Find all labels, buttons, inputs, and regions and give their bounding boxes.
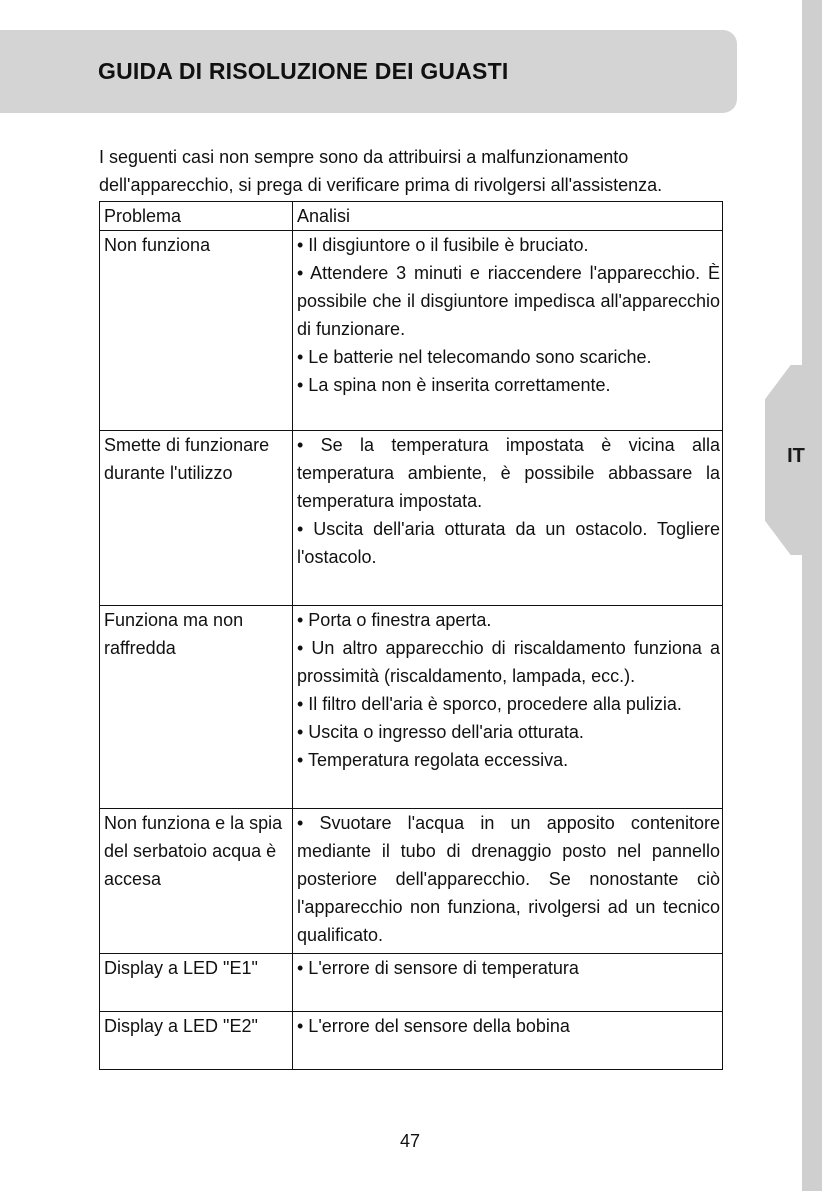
table-header-row [100,202,723,231]
language-tab-label: IT [787,445,805,467]
analysis-item: • Porta o finestra aperta. [297,610,492,630]
analysis-item: • Uscita o ingresso dell'aria otturata. [297,722,584,742]
analysis-item: • Un altro apparecchio di riscaldamento funziona a prossimità (riscaldamento, lampada, ecc.). [297,638,720,686]
side-strip [802,0,822,1191]
table-row [100,606,723,809]
analysis-cell [293,231,723,431]
analysis-item: • Se la temperatura impostata è vicina alla temperatura ambiente, è possibile abbassare la temperatura impostata. [297,435,720,511]
analysis-cell [293,1012,723,1070]
analysis-cell [293,606,723,809]
analysis-item: • L'errore di sensore di temperatura [297,958,579,978]
analysis-cell [293,809,723,954]
header-analysis: Analisi [293,202,723,231]
analysis-item: • Uscita dell'aria otturata da un ostacolo. Togliere l'ostacolo. [297,519,720,567]
analysis-item: • Temperatura regolata eccessiva. [297,750,569,770]
analysis-cell [293,954,723,1012]
analysis-item: • Le batterie nel telecomando sono scariche. [297,347,652,367]
troubleshooting-table [99,201,723,1070]
problem-cell: Display a LED "E1" [100,954,293,1012]
analysis-item: • L'errore del sensore della bobina [297,1016,570,1036]
analysis-item: • Il filtro dell'aria è sporco, procedere alla pulizia. [297,694,682,714]
analysis-item: • La spina non è inserita correttamente. [297,375,611,395]
problem-cell: Non funziona e la spia del serbatoio acqua è accesa [100,809,293,954]
intro-text: I seguenti casi non sempre sono da attribuirsi a malfunzionamento dell'apparecchio, si prega di verificare prima di rivolgersi all'assistenza. [99,147,663,195]
problem-cell: Non funziona [100,231,293,431]
table-row [100,431,723,606]
problem-cell: Smette di funzionare durante l'utilizzo [100,431,293,606]
analysis-item: • Attendere 3 minuti e riaccendere l'apparecchio. È possibile che il disgiuntore impedisca all'apparecchio di funzionare. [297,263,720,339]
problem-cell: Funziona ma non raffredda [100,606,293,809]
table-row [100,809,723,954]
table-row [100,231,723,431]
analysis-item: • Svuotare l'acqua in un apposito contenitore mediante il tubo di drenaggio posto nel pannello posteriore dell'apparecchio. Se nonostante ciò l'apparecchio non funziona, rivolgersi ad un tecnico qualificato. [297,813,720,945]
analysis-cell [293,431,723,606]
analysis-item: • Il disgiuntore o il fusibile è bruciato. [297,235,589,255]
page-number: 47 [399,1131,421,1151]
header-problem: Problema [100,202,293,231]
page-title: GUIDA DI RISOLUZIONE DEI GUASTI [98,58,509,84]
table-row [100,954,723,1012]
table-row [100,1012,723,1070]
problem-cell: Display a LED "E2" [100,1012,293,1070]
